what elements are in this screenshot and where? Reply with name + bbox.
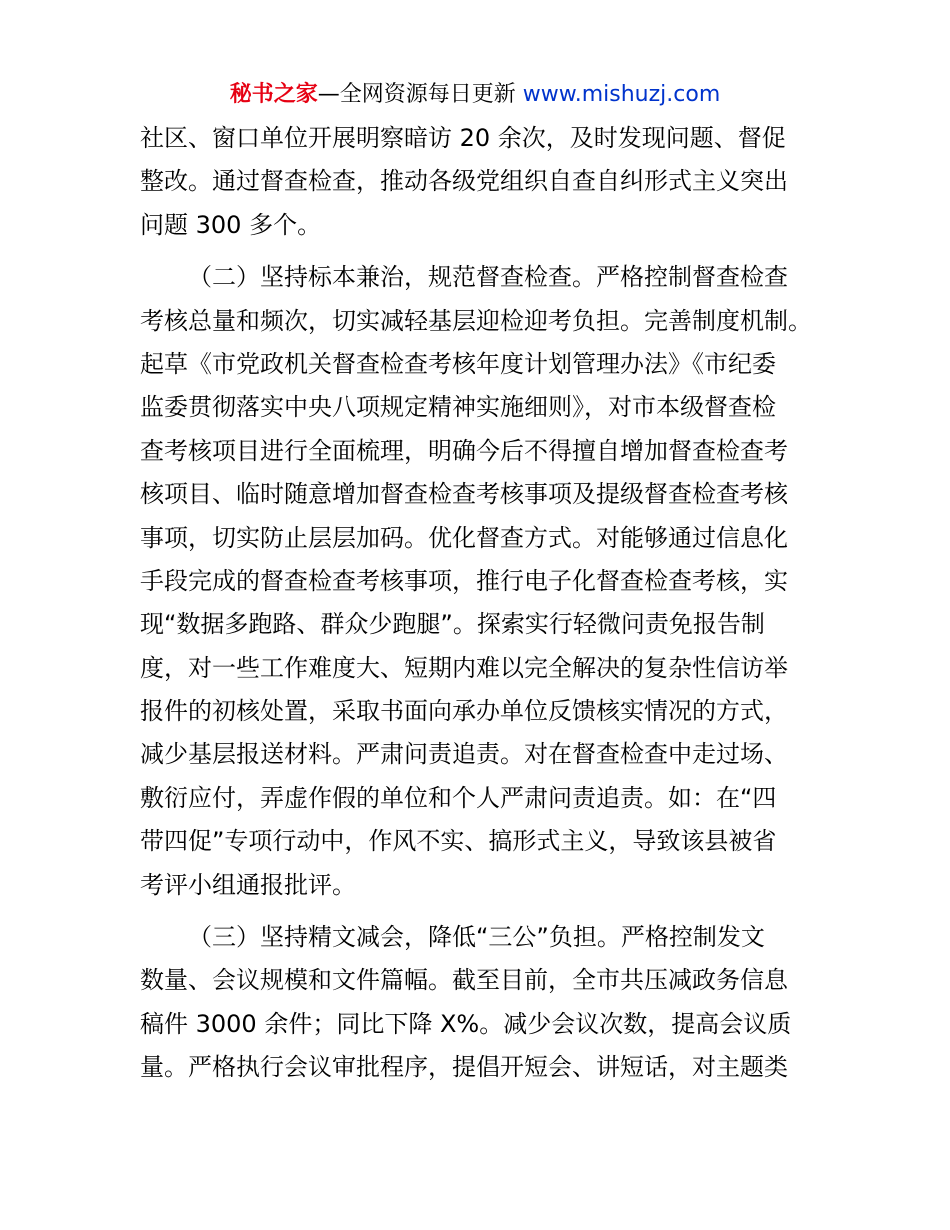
text-line: 整改。通过督查检查，推动各级党组织自查自纠形式主义突出 (140, 167, 788, 196)
text-line: 带四促”专项行动中，作风不实、搞形式主义，导致该县被省 (140, 827, 777, 856)
website-link[interactable]: www.mishuzj.com (522, 82, 721, 107)
text-line: 问题 300 多个。 (140, 210, 322, 239)
paragraph-3 (140, 916, 820, 1090)
text-line: 监委贯彻落实中央八项规定精神实施细则》，对市本级督查检 (140, 393, 776, 422)
text-line: 稿件 3000 余件；同比下降 X%。减少会议次数，提高会议质 (140, 1009, 792, 1038)
page-header (0, 75, 950, 115)
text-line: 现“数据多跑路、群众少跑腿”。探索实行轻微问责免报告制 (140, 610, 765, 639)
text-line: 社区、窗口单位开展明察暗访 20 余次，及时发现问题、督促 (140, 124, 786, 152)
paragraph-2 (140, 256, 820, 907)
text-line: 核项目、临时随意增加督查检查考核事项及提级督查检查考核 (140, 480, 788, 509)
text-line: 减少基层报送材料。严肃问责追责。对在督查检查中走过场、 (140, 740, 788, 769)
text-line: 量。严格执行会议审批程序，提倡开短会、讲短话，对主题类 (140, 1053, 788, 1082)
text-line: 起草《市党政机关督查检查考核年度计划管理办法》《市纪委 (140, 349, 776, 378)
document-body (140, 117, 820, 1090)
text-line: 考评小组通报批评。 (140, 870, 356, 899)
text-line: 报件的初核处置，采取书面向承办单位反馈核实情况的方式， (140, 697, 788, 726)
header-tagline: —全网资源每日更新 (317, 82, 516, 107)
paragraph-1 (140, 117, 820, 247)
text-line: （二）坚持标本兼治，规范督查检查。严格控制督查检查 (188, 263, 788, 292)
text-line: 度，对一些工作难度大、短期内难以完全解决的复杂性信访举 (140, 653, 788, 682)
text-line: （三）坚持精文减会，降低“三公”负担。严格控制发文 (188, 923, 765, 952)
text-line: 手段完成的督查检查考核事项，推行电子化督查检查考核，实 (140, 566, 788, 595)
text-line: 事项，切实防止层层加码。优化督查方式。对能够通过信息化 (140, 523, 788, 552)
text-line: 数量、会议规模和文件篇幅。截至目前，全市共压减政务信息 (140, 966, 788, 995)
brand-name: 秘书之家 (229, 82, 318, 107)
text-line: 查考核项目进行全面梳理，明确今后不得擅自增加督查检查考 (140, 436, 788, 465)
text-line: 敷衍应付，弄虚作假的单位和个人严肃问责追责。如：在“四 (140, 783, 777, 812)
text-line: 考核总量和频次，切实减轻基层迎检迎考负担。完善制度机制。 (140, 306, 812, 335)
